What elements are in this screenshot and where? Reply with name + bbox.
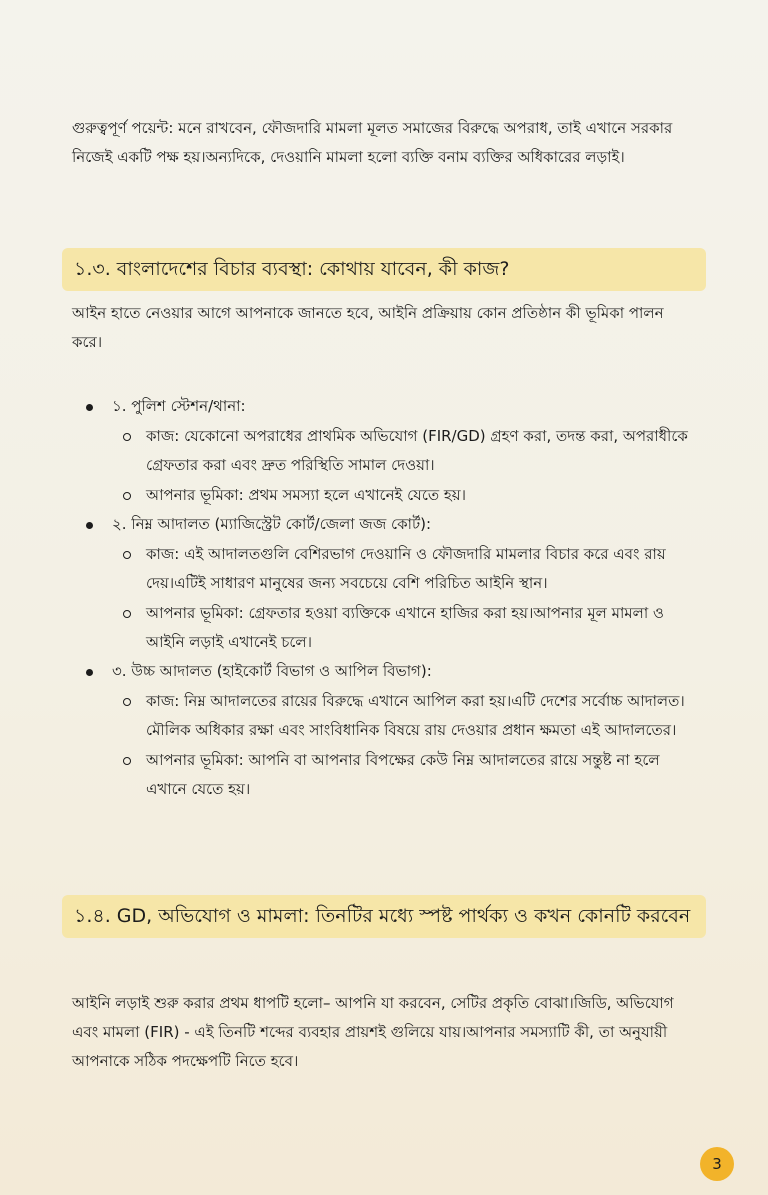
list-item-title: ১. পুলিশ স্টেশন/থানা: bbox=[112, 397, 246, 415]
section-1-3-intro: আইন হাতে নেওয়ার আগে আপনাকে জানতে হবে, আইনি প্রক্রিয়ায় কোন প্রতিষ্ঠান কী ভূমিকা পালন করে। bbox=[72, 304, 664, 351]
sub-list-item bbox=[112, 481, 696, 510]
sub-list bbox=[112, 687, 696, 804]
sub-list-item bbox=[112, 746, 696, 804]
sub-item-text: কাজ: এই আদালতগুলি বেশিরভাগ দেওয়ানি ও ফৌজদারি মামলার বিচার করে এবং রায় দেয়।এটিই সাধারণ মানুষের জন্য সবচেয়ে বেশি পরিচিত আইনি স্থান। bbox=[146, 545, 666, 592]
court-system-list bbox=[72, 392, 696, 804]
sub-list-item bbox=[112, 422, 696, 480]
sub-list bbox=[112, 540, 696, 657]
sub-list bbox=[112, 422, 696, 510]
circle-bullet-icon bbox=[123, 551, 131, 559]
section-1-4-intro: আইনি লড়াই শুরু করার প্রথম ধাপটি হলো– আপনি যা করবেন, সেটির প্রকৃতি বোঝা।জিডি, অভিযোগ এবং মামলা (FIR) - এই তিনটি শব্দের ব্যবহার প্রায়শই গুলিয়ে যায়।আপনার সমস্যাটি কী, তা অনুযায়ী আপনাকে সঠিক পদক্ষেপটি নিতে হবে। bbox=[72, 994, 674, 1070]
bullet-icon bbox=[86, 522, 93, 529]
circle-bullet-icon bbox=[123, 610, 131, 618]
sub-list-item bbox=[112, 687, 696, 745]
list-item bbox=[72, 392, 696, 510]
circle-bullet-icon bbox=[123, 492, 131, 500]
page-number-badge: 3 bbox=[700, 1147, 734, 1181]
circle-bullet-icon bbox=[123, 433, 131, 441]
bullet-icon bbox=[86, 669, 93, 676]
list-item-title: ২. নিম্ন আদালত (ম্যাজিস্ট্রেট কোর্ট/জেলা জজ কোর্ট): bbox=[112, 515, 432, 533]
list-item bbox=[72, 657, 696, 804]
section-heading-1-4: ১.৪. GD, অভিযোগ ও মামলা: তিনটির মধ্যে স্পষ্ট পার্থক্য ও কখন কোনটি করবেন bbox=[62, 895, 706, 938]
sub-item-text: আপনার ভূমিকা: আপনি বা আপনার বিপক্ষের কেউ নিম্ন আদালতের রায়ে সন্তুষ্ট না হলে এখানে যেতে হয়। bbox=[146, 751, 660, 798]
intro-paragraph: গুরুত্বপূর্ণ পয়েন্ট: মনে রাখবেন, ফৌজদারি মামলা মূলত সমাজের বিরুদ্ধে অপরাধ, তাই এখানে সরকার নিজেই একটি পক্ষ হয়।অন্যদিকে, দেওয়ানি মামলা হলো ব্যক্তি বনাম ব্যক্তির অধিকারের লড়াই। bbox=[72, 119, 673, 166]
sub-item-text: আপনার ভূমিকা: গ্রেফতার হওয়া ব্যক্তিকে এখানে হাজির করা হয়।আপনার মূল মামলা ও আইনি লড়াই এখানেই চলে। bbox=[146, 604, 664, 651]
sub-item-text: কাজ: যেকোনো অপরাধের প্রাথমিক অভিযোগ (FIR/GD) গ্রহণ করা, তদন্ত করা, অপরাধীকে গ্রেফতার করা এবং দ্রুত পরিস্থিতি সামাল দেওয়া। bbox=[146, 427, 688, 474]
sub-list-item bbox=[112, 599, 696, 657]
circle-bullet-icon bbox=[123, 698, 131, 706]
list-item bbox=[72, 510, 696, 657]
sub-item-text: কাজ: নিম্ন আদালতের রায়ের বিরুদ্ধে এখানে আপিল করা হয়।এটি দেশের সর্বোচ্চ আদালত।মৌলিক অধিকার রক্ষা এবং সাংবিধানিক বিষয়ে রায় দেওয়ার প্রধান ক্ষমতা এই আদালতের। bbox=[146, 692, 685, 739]
sub-item-text: আপনার ভূমিকা: প্রথম সমস্যা হলে এখানেই যেতে হয়। bbox=[146, 486, 466, 504]
section-heading-1-3: ১.৩. বাংলাদেশের বিচার ব্যবস্থা: কোথায় যাবেন, কী কাজ? bbox=[62, 248, 706, 291]
sub-list-item bbox=[112, 540, 696, 598]
list-item-title: ৩. উচ্চ আদালত (হাইকোর্ট বিভাগ ও আপিল বিভাগ): bbox=[112, 662, 432, 680]
bullet-icon bbox=[86, 404, 93, 411]
circle-bullet-icon bbox=[123, 757, 131, 765]
